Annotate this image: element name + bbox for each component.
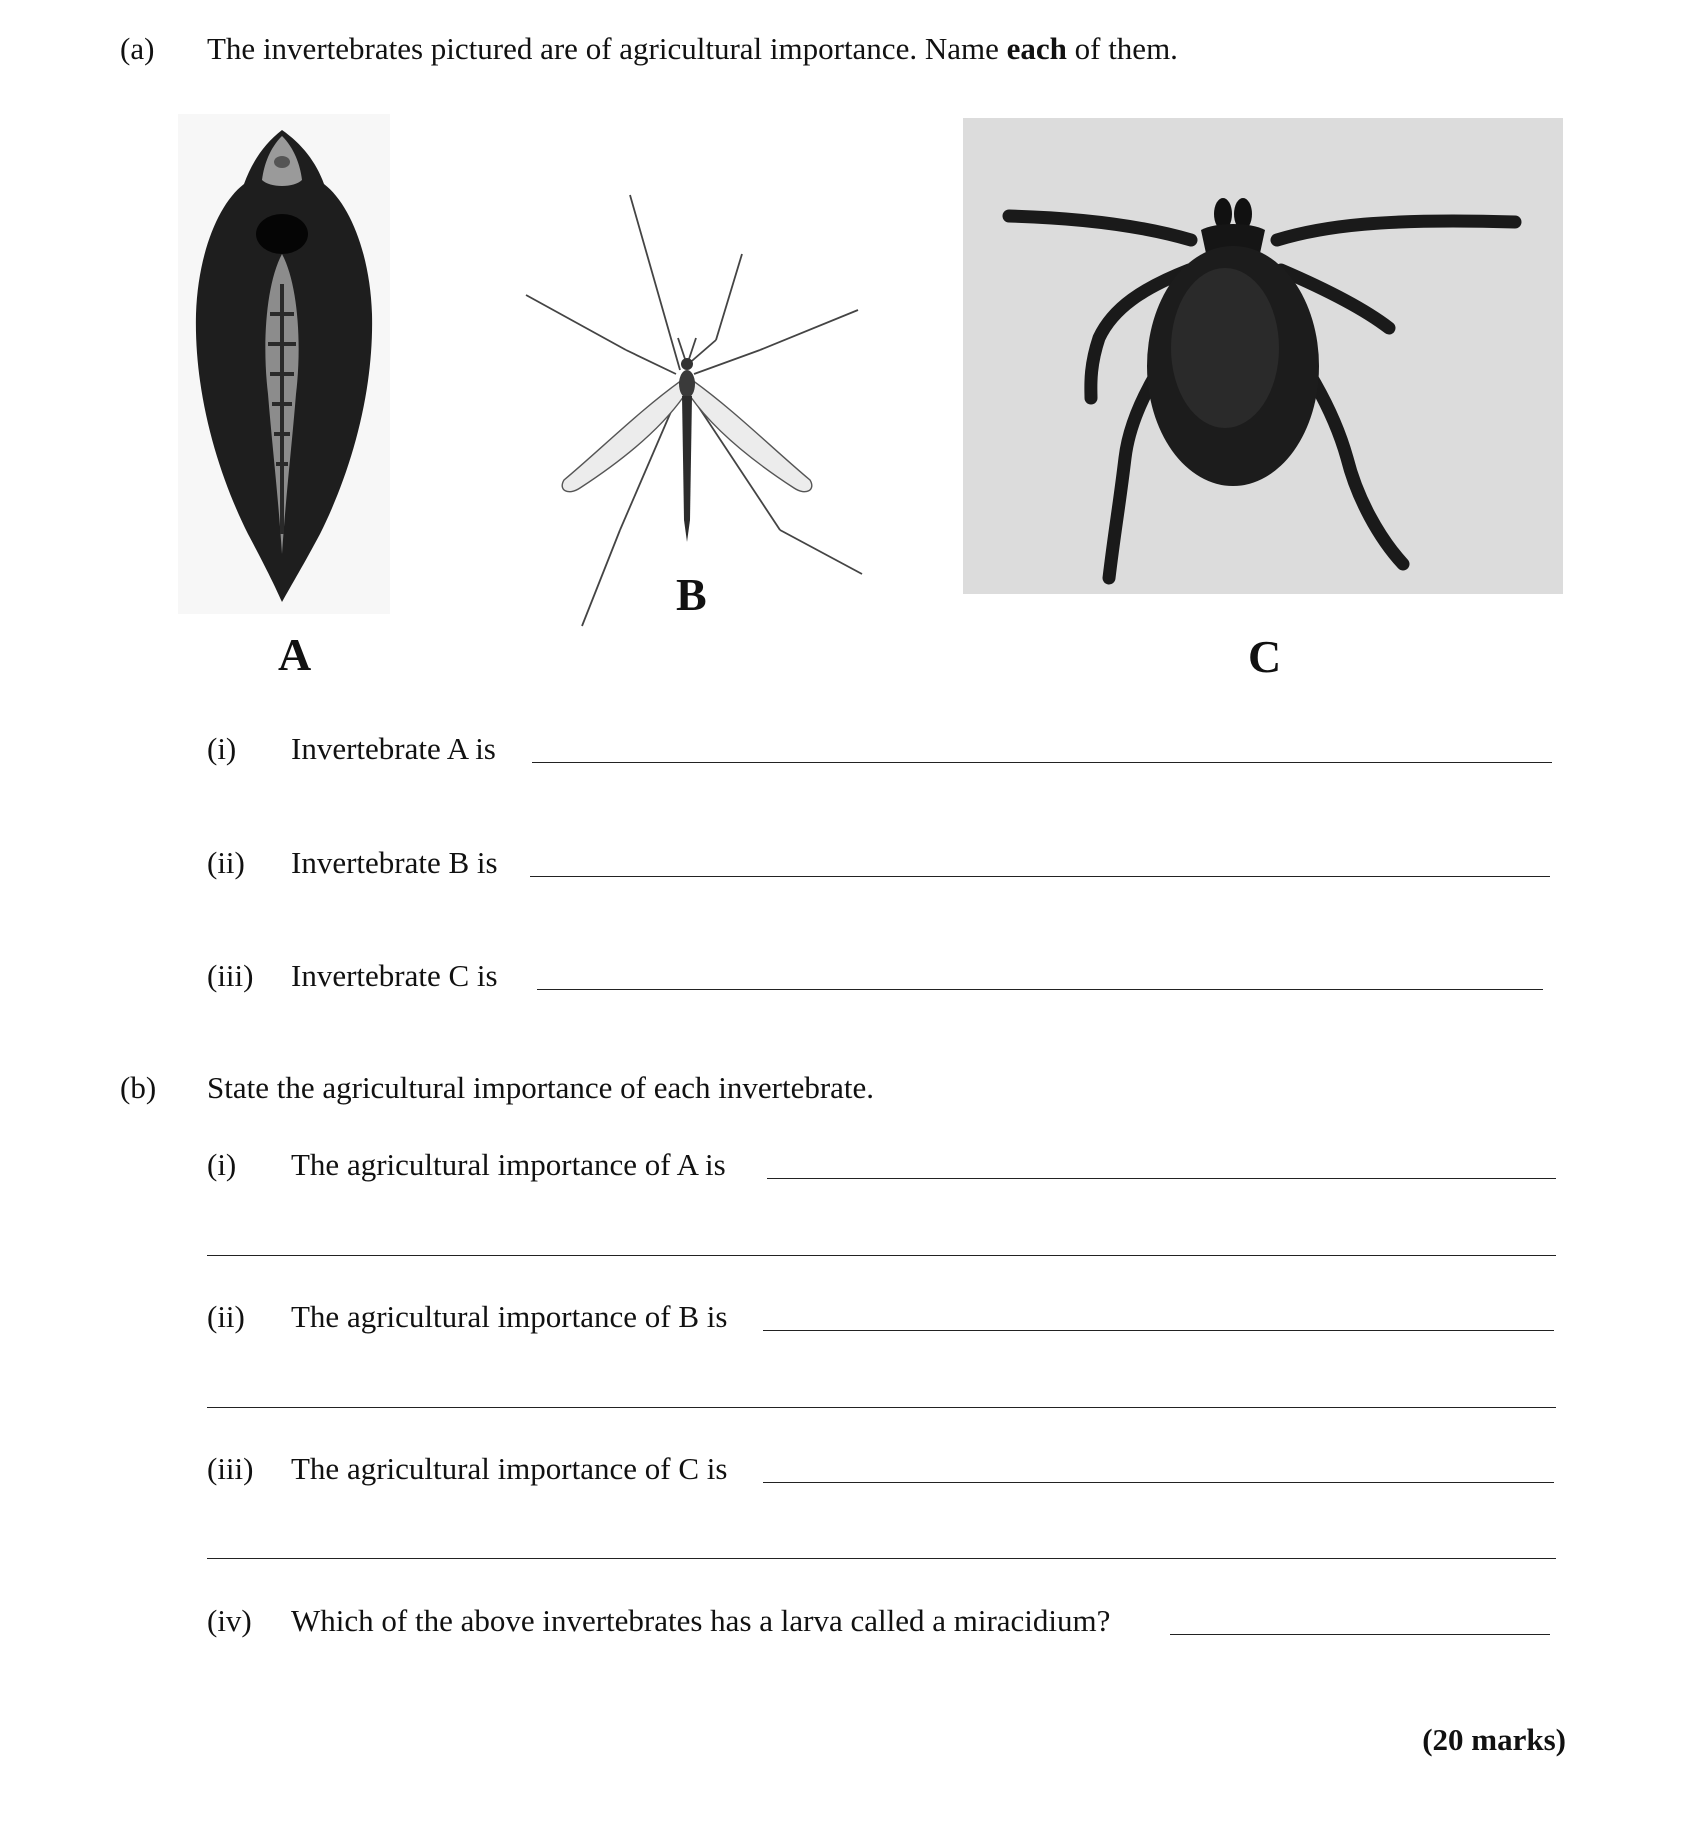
answer-line-a-1[interactable] [532,762,1552,763]
part-a-question [207,33,1178,64]
crane-fly-icon [490,150,890,630]
part-a-item-3-text: Invertebrate C is [291,958,498,993]
part-a-item-2-text: Invertebrate B is [291,845,498,880]
part-b-item-1-marker: (i) [207,1147,237,1182]
figure-c [963,118,1563,594]
part-b-marker: (b) [120,1070,157,1105]
part-a-item-3-marker: (iii) [207,958,254,993]
marks-total: (20 marks) [1422,1722,1566,1757]
part-a-question-post: of them. [1066,31,1178,66]
answer-line-b-4[interactable] [1170,1634,1550,1635]
answer-line-b-1a[interactable] [767,1178,1556,1179]
figure-a [178,114,390,614]
part-a-item-1-marker: (i) [207,731,237,766]
part-b-item-1-text: The agricultural importance of A is [291,1147,726,1182]
answer-line-b-2a[interactable] [763,1330,1554,1331]
answer-line-a-3[interactable] [537,989,1543,990]
answer-line-b-1b[interactable] [207,1255,1556,1256]
figure-b-label: B [676,569,707,620]
part-b-item-4-marker: (iv) [207,1603,252,1638]
figure-b [490,150,890,630]
part-a-question-pre: The invertebrates pictured are of agricultural importance. Name [207,31,1007,66]
figure-a-label: A [278,629,312,680]
figure-c-label: C [1248,631,1282,682]
part-a-question-bold: each [1006,31,1067,66]
answer-line-b-3b[interactable] [207,1558,1556,1559]
answer-line-b-2b[interactable] [207,1407,1556,1408]
part-b-item-2-text: The agricultural importance of B is [291,1299,728,1334]
part-b-item-3-marker: (iii) [207,1451,254,1486]
part-b-item-2-marker: (ii) [207,1299,245,1334]
part-a-marker: (a) [120,31,155,66]
answer-line-b-3a[interactable] [763,1482,1554,1483]
liver-fluke-icon [178,114,390,614]
part-b-item-4-text: Which of the above invertebrates has a larva called a miracidium? [291,1603,1111,1638]
answer-line-a-2[interactable] [530,876,1550,877]
part-a-item-1-text: Invertebrate A is [291,731,496,766]
part-a-item-2-marker: (ii) [207,845,245,880]
part-b-question: State the agricultural importance of each invertebrate. [207,1070,875,1105]
tick-icon [963,118,1563,594]
part-b-item-3-text: The agricultural importance of C is [291,1451,728,1486]
